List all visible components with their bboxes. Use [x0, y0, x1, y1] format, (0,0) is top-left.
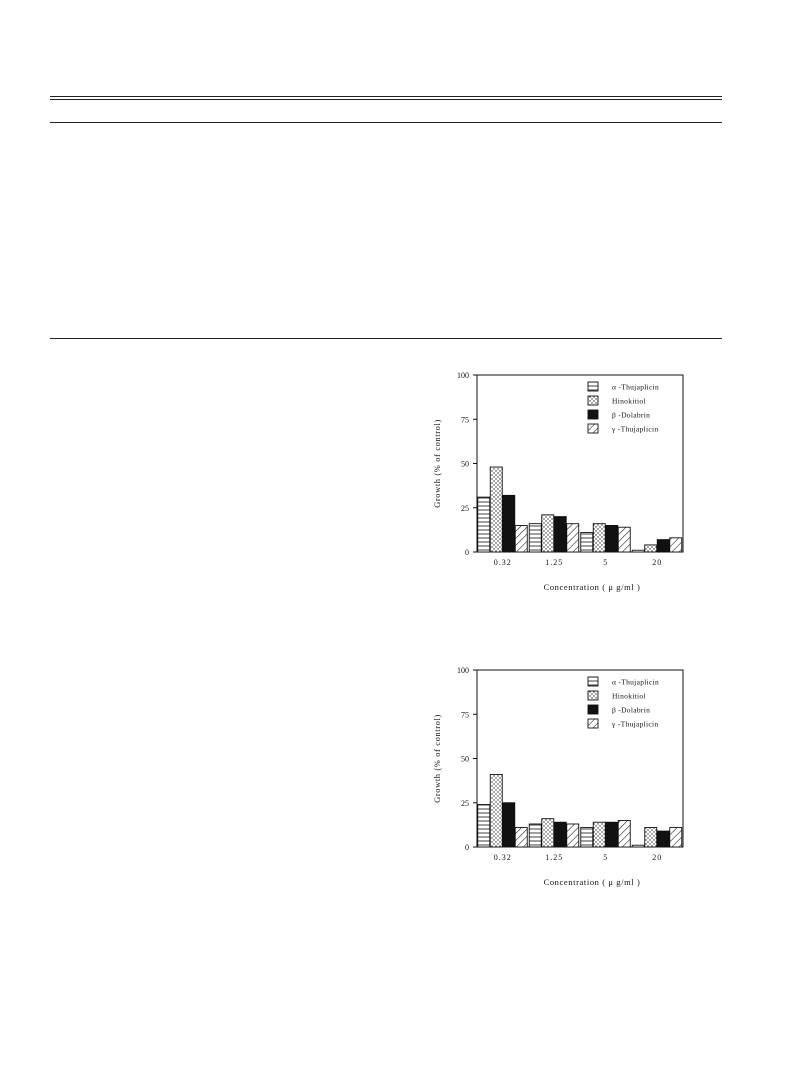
- bar: [490, 774, 502, 847]
- y-tick-label: 25: [461, 503, 469, 513]
- bar: [581, 533, 593, 552]
- y-tick-label: 0: [465, 843, 469, 852]
- y-tick-label: 100: [457, 666, 469, 675]
- chart-2-svg: [425, 655, 715, 895]
- y-tick-label: 75: [461, 415, 469, 425]
- bar: [657, 540, 669, 552]
- legend-label: α -Thujaplicin: [612, 382, 660, 392]
- bar: [503, 495, 515, 552]
- legend-swatch: [588, 677, 598, 686]
- bar: [515, 828, 527, 847]
- bar: [490, 467, 502, 552]
- table-top-rule-double: [50, 99, 722, 100]
- y-tick-label: 25: [461, 798, 469, 808]
- bar: [593, 524, 605, 552]
- bar: [529, 524, 541, 552]
- y-axis-label: Growth (% of control): [432, 419, 442, 508]
- bar: [567, 524, 579, 552]
- bar: [503, 803, 515, 847]
- bar: [542, 819, 554, 847]
- legend-label: α -Thujaplicin: [612, 677, 660, 687]
- bar: [618, 820, 630, 847]
- legend-label: γ -Thujaplicin: [612, 719, 659, 729]
- x-tick-label: 1.25: [545, 853, 564, 862]
- bar: [515, 525, 527, 552]
- bar: [645, 545, 657, 552]
- bar: [478, 805, 490, 847]
- legend-swatch: [588, 705, 598, 714]
- bar: [645, 828, 657, 847]
- bar: [606, 525, 618, 552]
- table-top-rule: [50, 96, 722, 97]
- x-tick-label: 0.32: [493, 853, 512, 862]
- legend-label: Hinokitiol: [612, 396, 646, 406]
- x-tick-label: 5: [603, 558, 609, 567]
- bar: [670, 828, 682, 847]
- table-header-rule: [50, 122, 722, 123]
- y-tick-label: 75: [461, 710, 469, 720]
- x-axis-label: Concentration ( μ g/ml ): [543, 582, 641, 592]
- bar: [554, 822, 566, 847]
- legend-swatch: [588, 410, 598, 419]
- x-axis-label: Concentration ( μ g/ml ): [543, 877, 641, 887]
- x-tick-label: 5: [603, 853, 609, 862]
- bar: [632, 845, 644, 847]
- y-axis-label: Growth (% of control): [432, 714, 442, 803]
- y-tick-label: 100: [457, 371, 469, 380]
- y-tick-label: 0: [465, 548, 469, 557]
- legend-label: β -Dolabrin: [612, 705, 651, 715]
- chart-2: [425, 655, 715, 900]
- bar: [529, 824, 541, 847]
- bar: [567, 824, 579, 847]
- legend-swatch: [588, 382, 598, 391]
- x-tick-label: 1.25: [545, 558, 564, 567]
- x-tick-label: 20: [652, 853, 663, 862]
- bar: [581, 828, 593, 847]
- legend-swatch: [588, 719, 598, 728]
- x-tick-label: 0.32: [493, 558, 512, 567]
- legend-swatch: [588, 424, 598, 433]
- bar: [670, 538, 682, 552]
- bar: [632, 550, 644, 552]
- bar: [606, 822, 618, 847]
- legend-label: γ -Thujaplicin: [612, 424, 659, 434]
- bar: [542, 515, 554, 552]
- legend-swatch: [588, 396, 598, 405]
- bar: [657, 831, 669, 847]
- bar: [478, 497, 490, 552]
- y-tick-label: 50: [461, 459, 469, 469]
- legend-swatch: [588, 691, 598, 700]
- table-bottom-rule: [50, 338, 722, 339]
- chart-1-svg: [425, 360, 715, 600]
- bar: [554, 517, 566, 552]
- y-tick-label: 50: [461, 754, 469, 764]
- legend-label: Hinokitiol: [612, 691, 646, 701]
- legend-label: β -Dolabrin: [612, 410, 651, 420]
- chart-1: [425, 360, 715, 605]
- bar: [593, 822, 605, 847]
- bar: [618, 527, 630, 552]
- x-tick-label: 20: [652, 558, 663, 567]
